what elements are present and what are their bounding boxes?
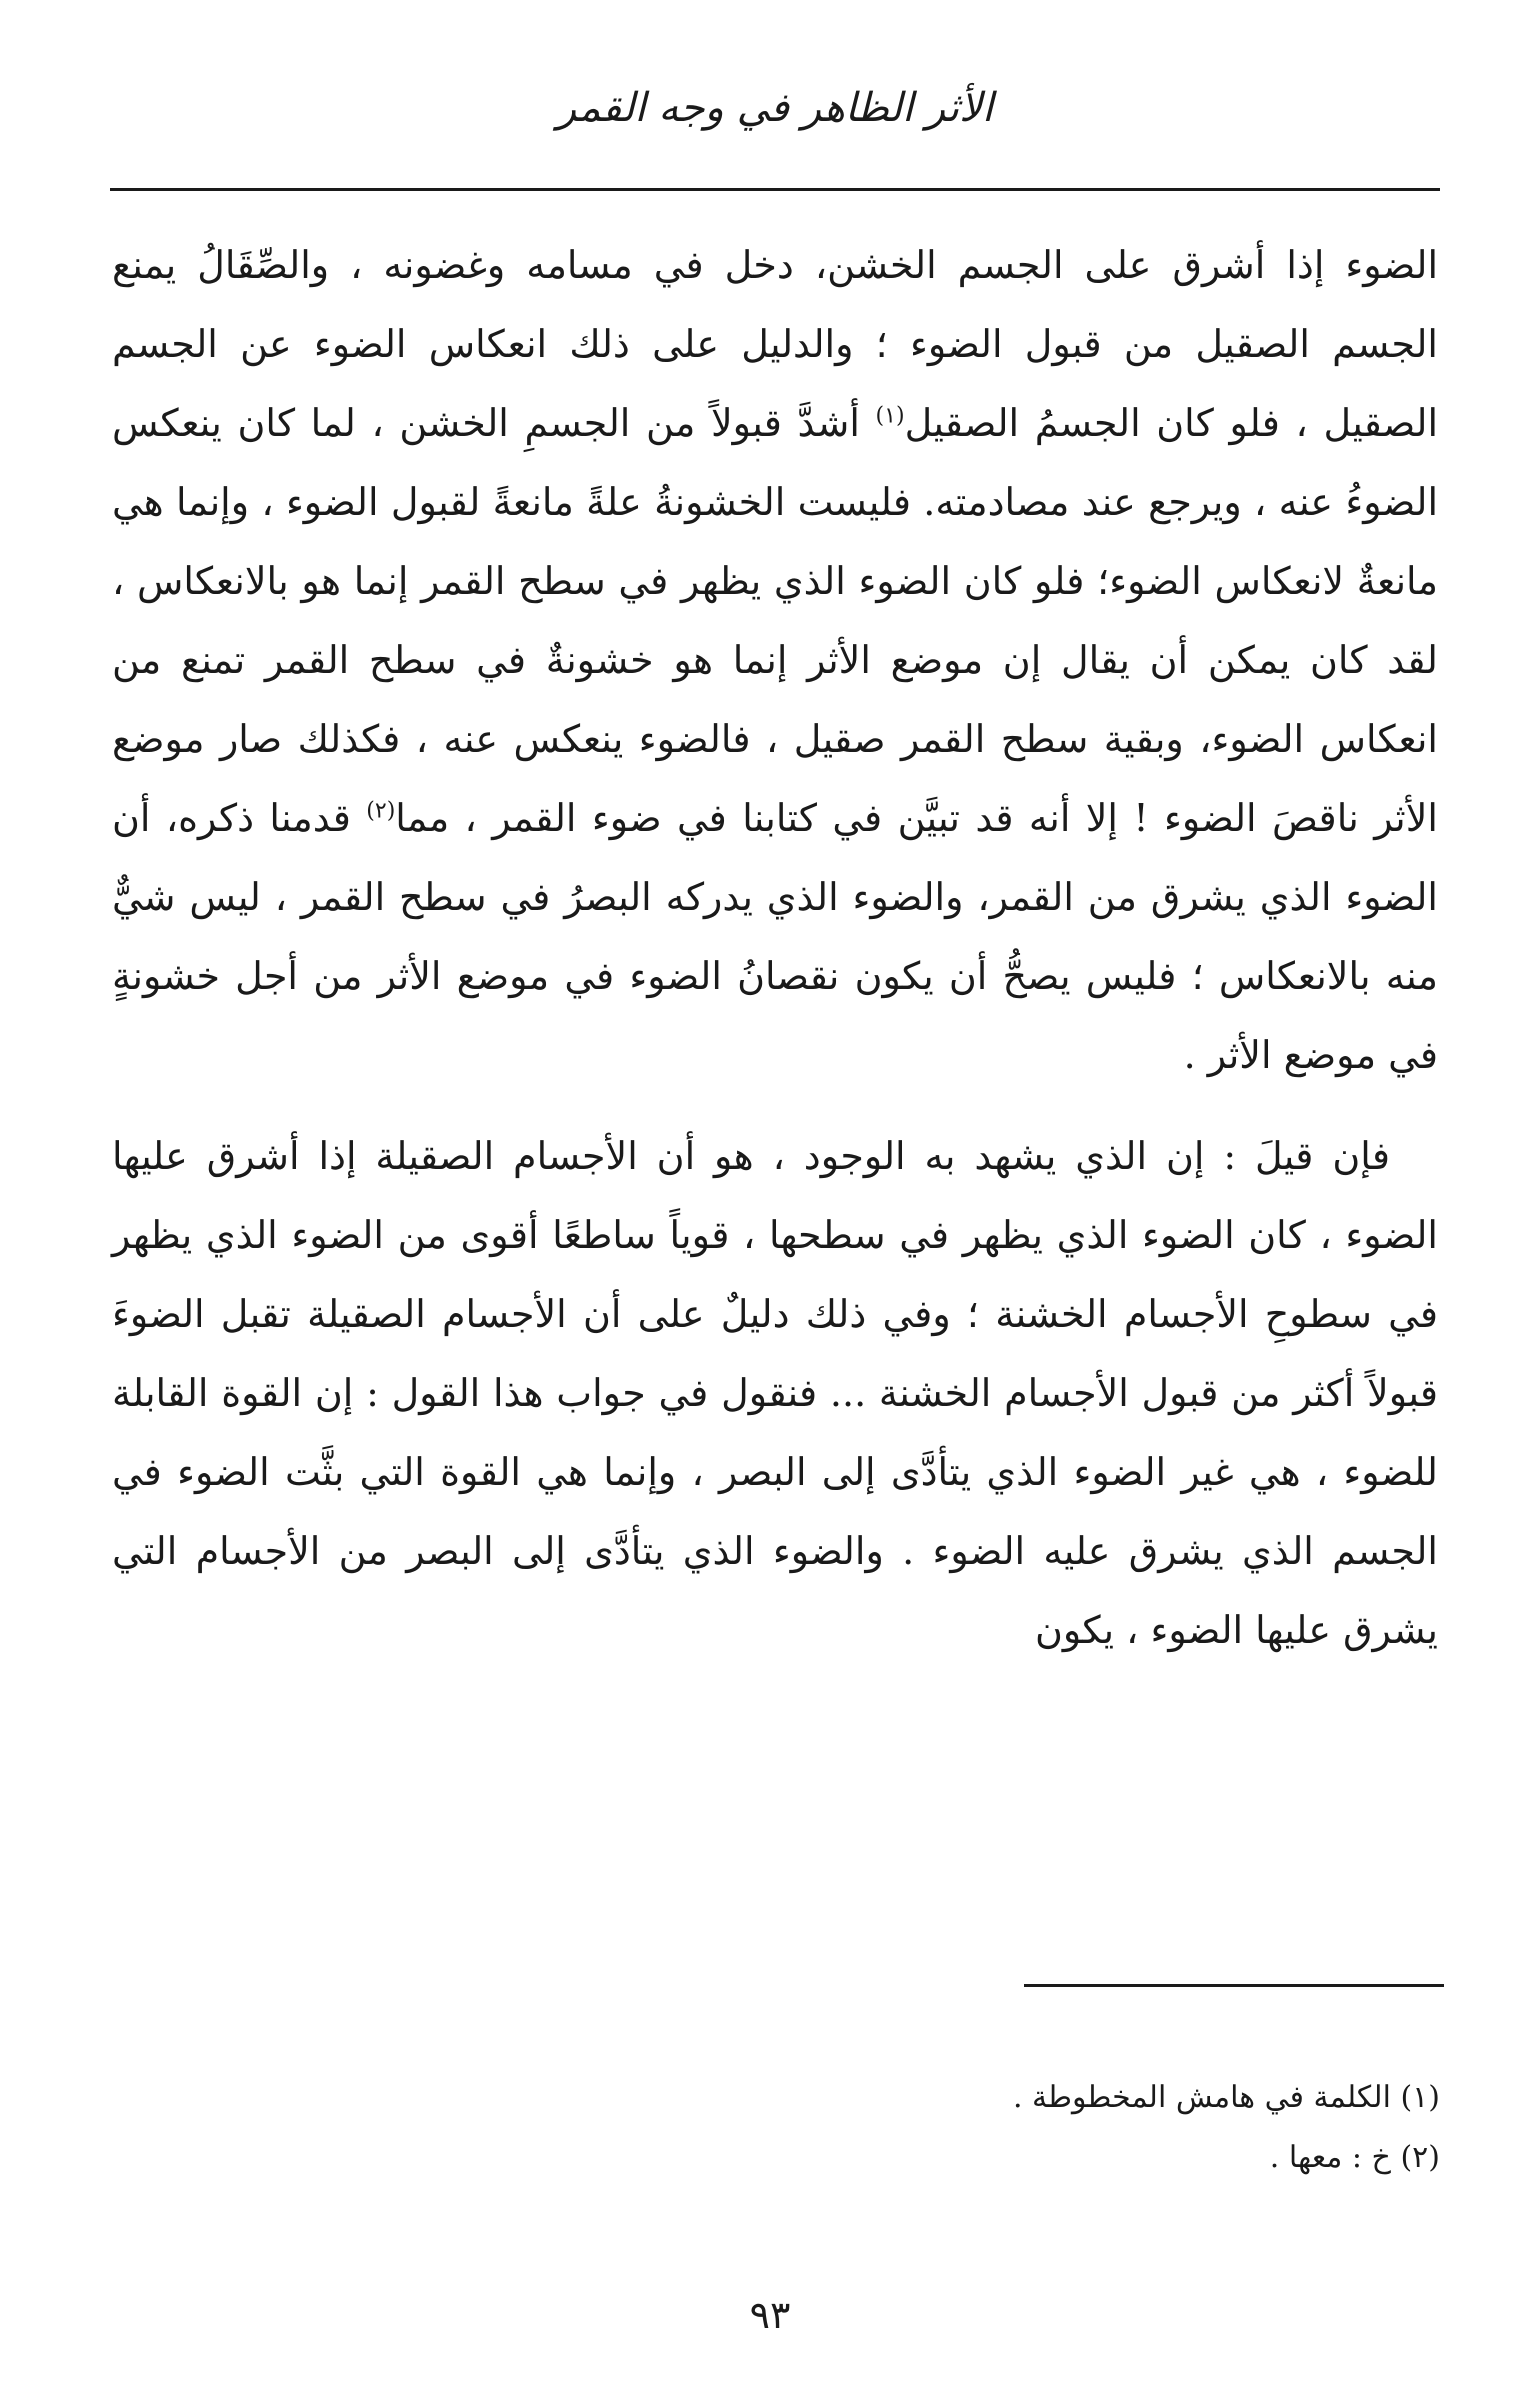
footnote-2: (٢) خ : معها . bbox=[1269, 2140, 1440, 2175]
running-header: الأثر الظاهر في وجه القمر bbox=[556, 85, 994, 131]
footnote-1: (١) الكلمة في هامش المخطوطة . bbox=[1012, 2080, 1440, 2115]
footnote-ref-2: (٢) bbox=[366, 798, 396, 824]
footnote-rule bbox=[1024, 1984, 1444, 1987]
footnotes bbox=[110, 2068, 1440, 2188]
body-text bbox=[112, 226, 1438, 1670]
header-rule bbox=[110, 188, 1440, 191]
page-number: ٩٣ bbox=[749, 2293, 791, 2337]
paragraph-1 bbox=[112, 226, 1438, 1095]
footnote-ref-1: (١) bbox=[875, 403, 905, 429]
paragraph-1-text-c: قدمنا ذكره، أن الضوء الذي يشرق من القمر، والضوء الذي يدركه البصرُ في سطح القمر ، ليس شيٌّ منه بالانعكاس ؛ فليس يصحُّ أن يكون نقصانُ الضوء في موضع الأثر من أجل خشونةٍ في موضع الأثر . bbox=[112, 796, 1438, 1077]
paragraph-1-text-a: الضوء إذا أشرق على الجسم الخشن، دخل في مسامه وغضونه ، والصِّقَالُ يمنع الجسم الصقيل من قبول الضوء ؛ والدليل على ذلك انعكاس الضوء عن الجسم الصقيل ، فلو كان الجسمُ الصقيل bbox=[112, 243, 1438, 445]
paragraph-1-text-b: أشدَّ قبولاً من الجسمِ الخشن ، لما كان ينعكس الضوءُ عنه ، ويرجع عند مصادمته. فليست الخشونةُ علةً مانعةً لقبول الضوء ، وإنما هي مانعةٌ لانعكاس الضوء؛ فلو كان الضوء الذي يظهر في سطح القمر إنما هو بالانعكاس ، لقد كان يمكن أن يقال إن موضع الأثر إنما هو خشونةٌ في سطح القمر تمنع من انعكاس الضوء، وبقية سطح القمر صقيل ، فالضوء ينعكس عنه ، فكذلك صار موضع الأثر ناقصَ الضوء ! إلا أنه قد تبيَّن في كتابنا في ضوء القمر ، مما bbox=[112, 401, 1438, 840]
paragraph-2: فإن قيلَ : إن الذي يشهد به الوجود ، هو أن الأجسام الصقيلة إذا أشرق عليها الضوء ، كان الضوء الذي يظهر في سطحها ، قوياً ساطعًا أقوى من الضوء الذي يظهر في سطوحِ الأجسام الخشنة ؛ وفي ذلك دليلٌ على أن الأجسام الصقيلة تقبل الضوءَ قبولاً أكثر من قبول الأجسام الخشنة ... فنقول في جواب هذا القول : إن القوة القابلة للضوء ، هي غير الضوء الذي يتأدَّى إلى البصر ، وإنما هي القوة التي بثَّت الضوء في الجسم الذي يشرق عليه الضوء . والضوء الذي يتأدَّى إلى البصر من الأجسام التي يشرق عليها الضوء ، يكون bbox=[112, 1134, 1438, 1652]
